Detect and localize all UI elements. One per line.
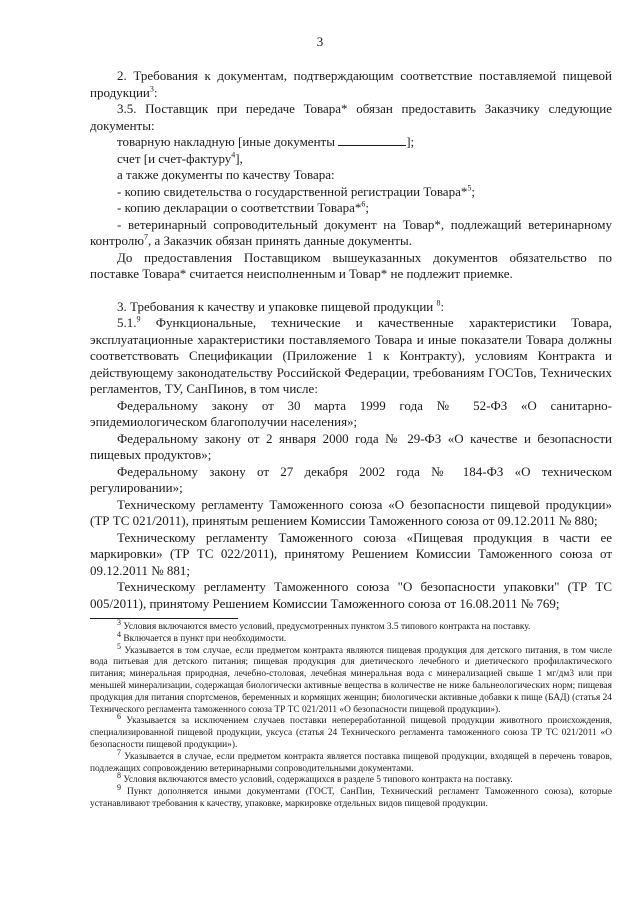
section2-heading: 2. Требования к документам, подтверждающим соответствие поставляемой пищевой продукции$^3$:	[90, 68, 612, 100]
footnote-number: 6	[117, 712, 121, 722]
invoice-line: товарную накладную [иные документы ];	[117, 134, 415, 149]
footnote-number: 8	[117, 771, 121, 781]
law-item: Федеральному закону от 27 декабря 2002 года № 184-ФЗ «О техническом регулировании»;	[90, 463, 612, 495]
footnote-number: 9	[117, 783, 121, 793]
footnote: $^9$ Пункт дополняется иными документами (ГОСТ, СанПин, Технический регламент Таможенного союза), которые устанавливают требования к качеству, упаковке, маркировке отдельных видов пищевой продукции.	[90, 783, 612, 809]
main-text	[90, 68, 612, 612]
law-item: Техническому регламенту Таможенного союза "О безопасности упаковки" (ТР ТС 005/2011), принятому Решением Комиссии Таможенного союза от 16.08.2011 № 769;	[90, 579, 612, 611]
item-5-1: 5.1.$^9$ Функциональные, технические и качественные характеристики Товара, эксплуатационные характеристики поставляемого Товара и иные показатели Товара должны соответствовать Спецификации (Приложение 1 к Контракту), условиям Контракта и действующему законодательству Российской Федерации, требованиям ГОСТов, Технических регламентов, ТУ, СанПинов, в том числе:	[90, 314, 612, 396]
footnote-number: 3	[117, 617, 121, 627]
footnote-ref: 5	[467, 183, 472, 193]
footnote: $^7$ Указывается в случае, если предметом контракта является поставка пищевой продукции, входящей в перечень товаров, подлежащих сопровождению ветеринарными сопроводительными документами.	[90, 747, 612, 774]
declaration-item: - копию декларации о соответствии Товара*$^6$;	[117, 199, 370, 215]
footnote: $^8$ Условия включаются вместо условий, содержащихся в разделе 5 типового контракта на поставку.	[117, 771, 513, 786]
quality-intro: а также документы по качеству Товара:	[117, 167, 335, 182]
footnote-ref: 9	[136, 314, 141, 324]
footnote-ref: 7	[143, 232, 148, 242]
section-gap	[90, 283, 612, 299]
final-paragraph: До предоставления Поставщиком вышеуказанных документов обязательство по поставке Товара* считается неисполненным и Товар* не подлежит приемке.	[90, 249, 612, 281]
footnote: $^5$ Указывается в том случае, если предметом контракта являются пищевая продукция для детского питания, в том числе вода питьевая для детского питания; пищевая продукция для диетического лечебного и диетического профилактического питания; минеральная природная, лечебно-столовая, лечебная минеральная вода с минерализацией свыше 1 мг/дм3 или при меньшей минерализации, содержащая биологически активные вещества в количестве не ниже бальнеологических норм; пищевая продукция для питания спортсменов, беременных и кормящих женщин; биологически активные добавки к пище (БАД) (статья 24 Технического регламента таможенного союза ТР ТС 021/2011 «О безопасности пищевой продукции»).	[90, 641, 612, 715]
law-item: Федеральному закону от 2 января 2000 года № 29-ФЗ «О качестве и безопасности пищевых продуктов»;	[90, 430, 612, 462]
footnote-number: 5	[117, 641, 121, 651]
vet-doc-item: - ветеринарный сопроводительный документ на Товар*, подлежащий ветеринарному контролю$^7$, а Заказчик обязан принять данные документы.	[90, 216, 612, 248]
law-item: Техническому регламенту Таможенного союза «Пищевая продукция в части ее маркировки» (ТР ТС 022/2011), принятому Решением Комиссии Таможенного союза от 09.12.2011 № 881;	[90, 529, 612, 578]
blank-field	[338, 135, 406, 146]
footnote-ref: 6	[361, 199, 366, 209]
footnote-number: 7	[117, 747, 121, 757]
item-3-5: 3.5. Поставщик при передаче Товара* обязан предоставить Заказчику следующие документы:	[90, 101, 612, 133]
schet-line: счет [и счет-фактуру$^4$],	[117, 150, 243, 166]
footnote-ref: 3	[149, 84, 154, 94]
footnote-ref: 4	[231, 150, 236, 160]
footnote-separator	[90, 618, 238, 619]
footnote-number: 4	[117, 629, 121, 639]
footnotes	[90, 617, 612, 811]
footnote: $^4$ Включается в пункт при необходимости.	[117, 629, 287, 644]
cert-reg-item: - копию свидетельства о государственной регистрации Товара*$^5$;	[117, 183, 475, 199]
page-number: 3	[316, 34, 324, 49]
law-item: Техническому регламенту Таможенного союза «О безопасности пищевой продукции» (ТР ТС 021/2011), принятым решением Комиссии Таможенного союза от 09.12.2011 № 880;	[90, 496, 612, 528]
footnote-ref: 8	[436, 298, 441, 308]
footnote: $^3$ Условия включаются вместо условий, предусмотренных пунктом 3.5 типового контракта на поставку.	[117, 617, 531, 632]
law-item: Федеральному закону от 30 марта 1999 года № 52-ФЗ «О санитарно-эпидемиологическом благополучии населения»;	[90, 397, 612, 429]
footnote: $^6$ Указывается за исключением случаев поставки непереработанной пищевой продукции животного происхождения, специализированной пищевой продукции, уксуса (статья 24 Технического регламента таможенного союза ТР ТС 021/2011 «О безопасности пищевой продукции»).	[90, 712, 612, 750]
section3-heading: 3. Требования к качеству и упаковке пищевой продукции $^8$:	[117, 298, 445, 314]
